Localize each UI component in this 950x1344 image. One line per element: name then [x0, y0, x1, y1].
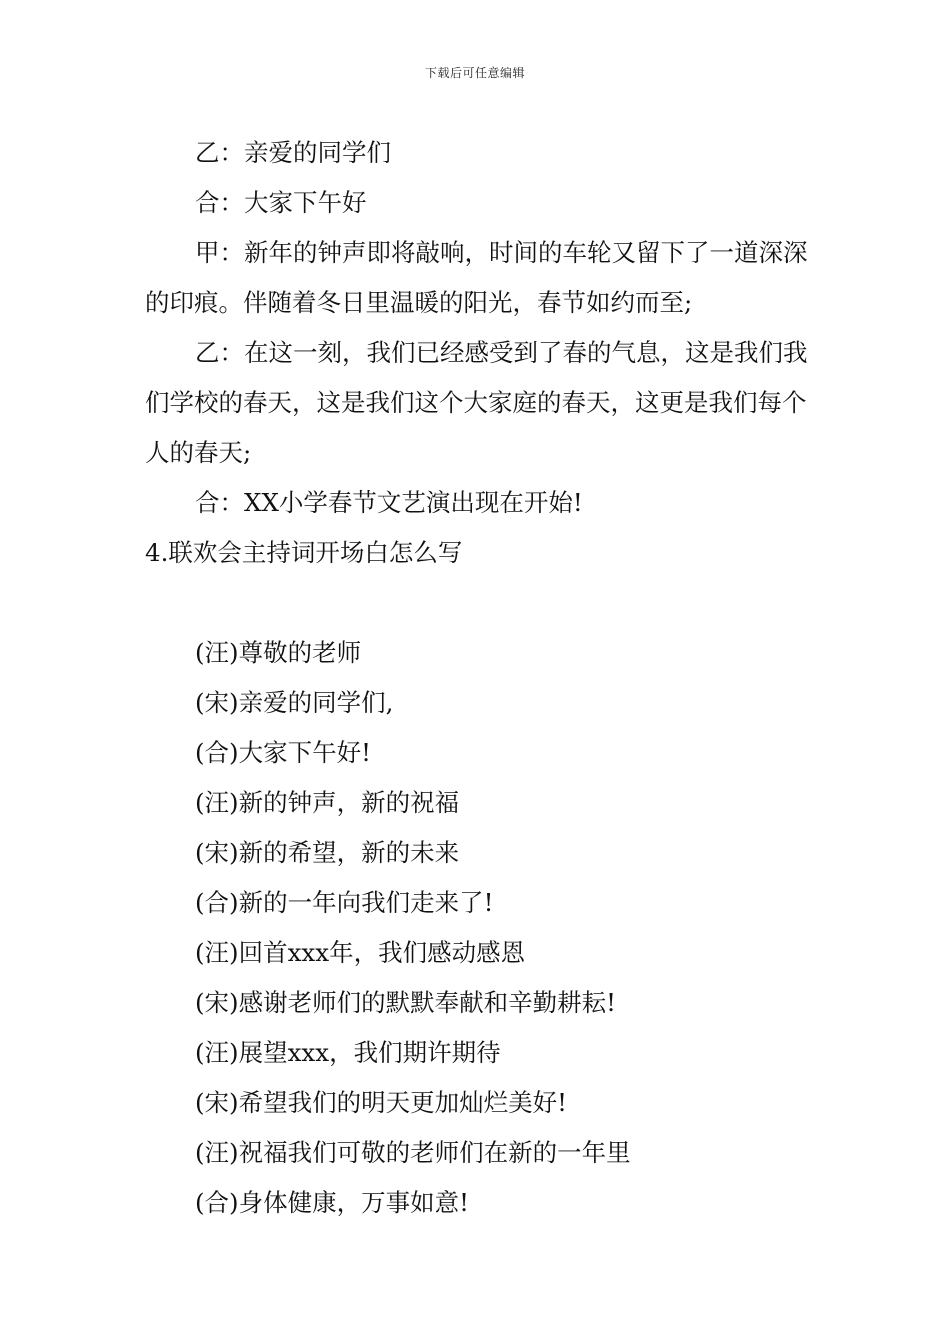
dialogue-line: (宋)感谢老师们的默默奉献和辛勤耕耘! [195, 988, 616, 1017]
document-body [145, 128, 810, 1228]
dialogue-line: (汪)展望xxx，我们期许期待 [195, 1038, 501, 1067]
dialogue-line: (合)新的一年向我们走来了! [195, 888, 494, 917]
dialogue-line: (宋)新的希望，新的未来 [195, 838, 460, 867]
paragraph: 合：XX小学春节文艺演出现在开始! [195, 488, 583, 517]
dialogue-line: (合)大家下午好! [195, 738, 371, 767]
dialogue-line: (汪)祝福我们可敬的老师们在新的一年里 [195, 1138, 631, 1167]
paragraph: 乙：亲爱的同学们 [195, 138, 391, 167]
dialogue-line: (汪)新的钟声，新的祝福 [195, 788, 460, 817]
paragraph: 乙：在这一刻，我们已经感受到了春的气息，这是我们我们学校的春天，这是我们这个大家庭的春天，这更是我们每个人的春天; [145, 338, 808, 467]
paragraph: 合：大家下午好 [195, 188, 367, 217]
dialogue-line: (合)身体健康，万事如意! [195, 1188, 469, 1217]
blank-line [145, 578, 810, 628]
section-heading: 4.联欢会主持词开场白怎么写 [145, 538, 463, 567]
dialogue-line: (汪)尊敬的老师 [195, 638, 362, 667]
dialogue-line: (宋)希望我们的明天更加灿烂美好! [195, 1088, 567, 1117]
dialogue-line: (宋)亲爱的同学们, [195, 688, 394, 717]
paragraph: 甲：新年的钟声即将敲响，时间的车轮又留下了一道深深的印痕。伴随着冬日里温暖的阳光，春节如约而至; [145, 238, 808, 317]
page-header: 下载后可任意编辑 [424, 66, 525, 80]
dialogue-line: (汪)回首xxx年，我们感动感恩 [195, 938, 526, 967]
